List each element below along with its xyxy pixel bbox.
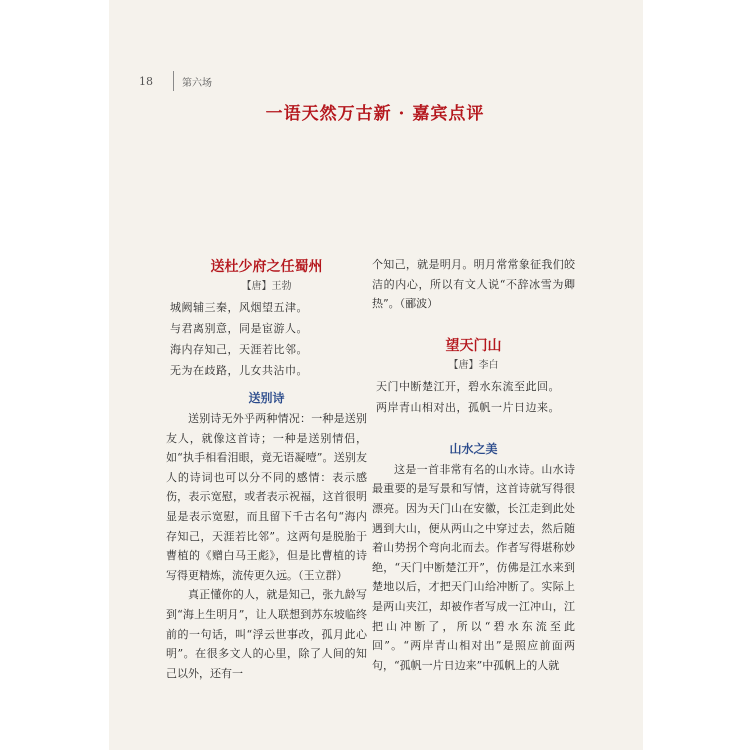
verse-line: 与君离别意，同是宦游人。 <box>170 322 308 335</box>
poem-author: 【唐】李白 <box>448 359 499 371</box>
verse-line: 两岸青山相对出，孤帆一片日边来。 <box>376 400 560 414</box>
left-column <box>166 255 367 683</box>
poem-title: 望天门山 <box>445 337 502 354</box>
header-divider <box>173 71 174 91</box>
subheading: 山水之美 <box>449 441 498 456</box>
section-label: 第六场 <box>182 77 212 89</box>
verse-line: 天门中断楚江开，碧水东流至此回。 <box>376 379 560 393</box>
poem-author: 【唐】王勃 <box>241 281 292 292</box>
right-column <box>372 255 575 675</box>
commentary-paragraph: 这是一首非常有名的山水诗。山水诗最重要的是写景和写情，这首诗就写得很漂亮。因为天门山在安徽，长江走到此处遇到大山，便从两山之中穿过去，然后随着山势拐个弯向北而去。作者写得堪称妙绝，“天门中断楚江开”，仿佛是江水来到楚地以后，才把天门山给冲断了。实际上是两山夹江，却被作者写成一江冲山，江把山冲断了，所以“碧水东流至此回”。“两岸青山相对出”是照应前面两句，“孤帆一片日边来”中孤帆上的人就 <box>372 462 575 672</box>
subheading: 送别诗 <box>248 391 285 405</box>
verse-line: 海内存知己，天涯若比邻。 <box>170 343 308 356</box>
commentary-paragraph: 个知己，就是明月。明月常常象征我们皎洁的内心，所以有文人说“不辞冰雪为卿热”。（郦波） <box>372 258 575 311</box>
page-number: 18 <box>139 74 153 88</box>
verse-line: 城阙辅三秦，风烟望五津。 <box>170 301 308 314</box>
commentary-paragraph: 送别诗无外乎两种情况：一种是送别友人，就像这首诗；一种是送别情侣，如“执手相看泪眼，竟无语凝噎”。送别友人的诗词也可以分不同的感情：表示感伤，表示宽慰，或者表示祝福，这首很明显是表示宽慰，而且留下千古名句“海内存知己，天涯若比邻”。这两句是脱胎于曹植的《赠白马王彪》，但是比曹植的诗写得更精炼，流传更久远。（王立群） <box>166 412 367 582</box>
poem-title: 送杜少府之任蜀州 <box>210 259 323 275</box>
commentary-paragraph: 真正懂你的人，就是知己，张九龄写到“海上生明月”，让人联想到苏东坡临终前的一句话，叫“浮云世事改，孤月此心明”。在很多文人的心里，除了人间的知己以外，还有一 <box>166 588 367 680</box>
verse-line: 无为在歧路，儿女共沾巾。 <box>170 364 308 377</box>
running-header <box>139 70 212 92</box>
page-title: 一语天然万古新 · 嘉宾点评 <box>265 104 485 124</box>
